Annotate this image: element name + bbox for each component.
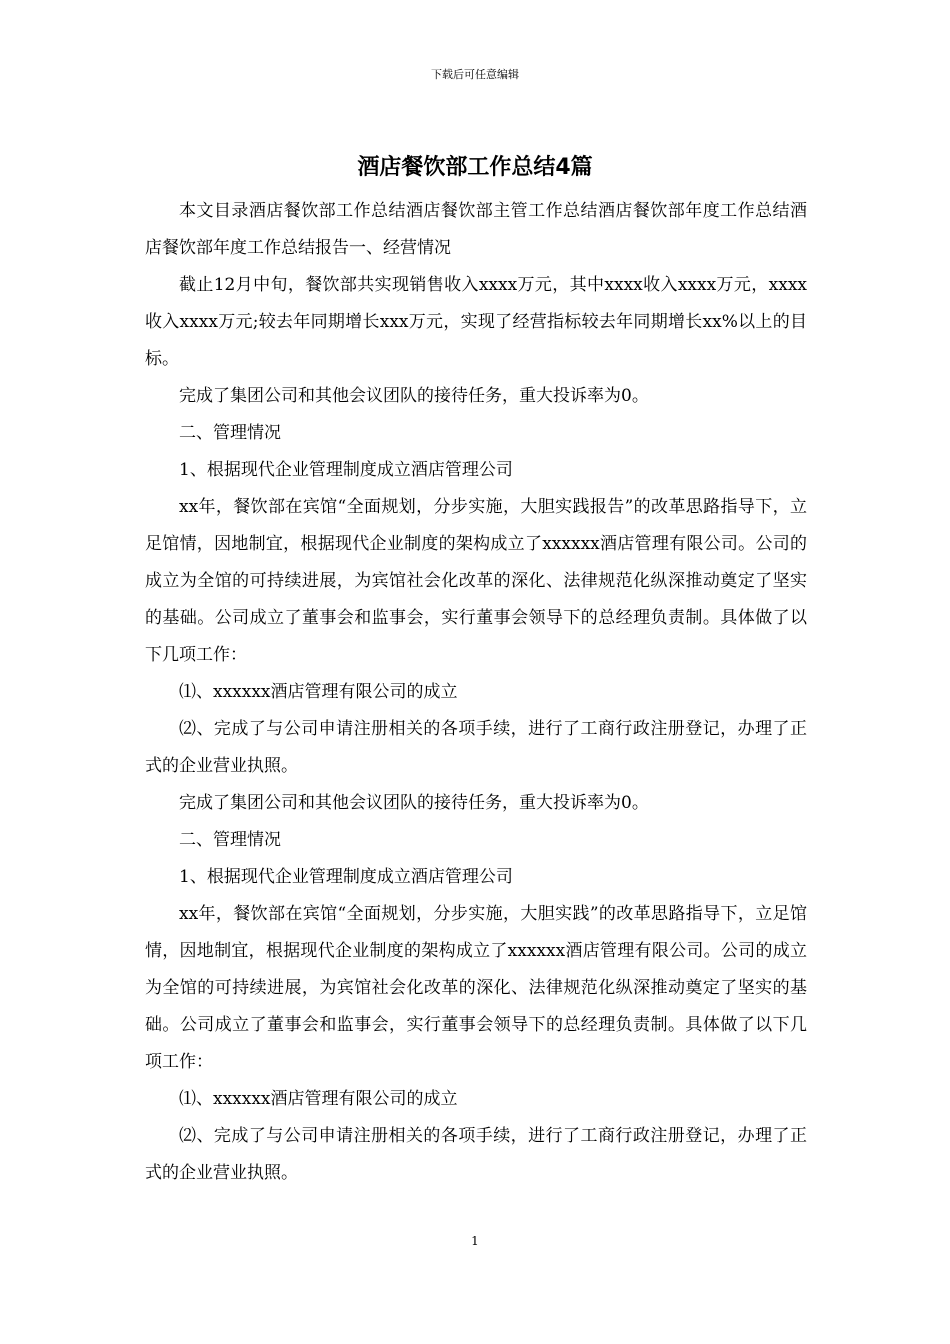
list-item: ⑵、完成了与公司申请注册相关的各项手续，进行了工商行政注册登记，办理了正式的企业营业执照。	[145, 719, 807, 776]
paragraph-reception: 完成了集团公司和其他会议团队的接待任务，重大投诉率为0。	[179, 793, 649, 813]
subheading-company: 1、根据现代企业管理制度成立酒店管理公司	[179, 460, 513, 480]
section-heading-management: 二、管理情况	[179, 423, 281, 443]
list-item: ⑴、xxxxxx酒店管理有限公司的成立	[179, 1089, 458, 1109]
header-note: 下载后可任意编辑	[431, 68, 519, 81]
page-number: 1	[471, 1234, 479, 1248]
list-item: ⑵、完成了与公司申请注册相关的各项手续，进行了工商行政注册登记，办理了正式的企业营业执照。	[145, 1126, 807, 1183]
list-item: ⑴、xxxxxx酒店管理有限公司的成立	[179, 682, 458, 702]
section-heading-management: 二、管理情况	[179, 830, 281, 850]
paragraph-reform: xx年，餐饮部在宾馆“全面规划，分步实施，大胆实践报告”的改革思路指导下，立足馆情，因地制宜，根据现代企业制度的架构成立了xxxxxx酒店管理有限公司。公司的成立为全馆的可持续进展，为宾馆社会化改革的深化、法律规范化纵深推动奠定了坚实的基础。公司成立了董事会和监事会，实行董事会领导下的总经理负责制。具体做了以下几项工作：	[145, 497, 807, 665]
paragraph-reception: 完成了集团公司和其他会议团队的接待任务，重大投诉率为0。	[179, 386, 649, 406]
paragraph-reform: xx年，餐饮部在宾馆“全面规划，分步实施，大胆实践”的改革思路指导下，立足馆情，因地制宜，根据现代企业制度的架构成立了xxxxxx酒店管理有限公司。公司的成立为全馆的可持续进展，为宾馆社会化改革的深化、法律规范化纵深推动奠定了坚实的基础。公司成立了董事会和监事会，实行董事会领导下的总经理负责制。具体做了以下几项工作：	[145, 904, 807, 1072]
document-title: 酒店餐饮部工作总结4篇	[357, 155, 593, 180]
document-body	[145, 193, 807, 1192]
subheading-company: 1、根据现代企业管理制度成立酒店管理公司	[179, 867, 513, 887]
paragraph-intro: 本文目录酒店餐饮部工作总结酒店餐饮部主管工作总结酒店餐饮部年度工作总结酒店餐饮部年度工作总结报告一、经营情况	[145, 201, 807, 258]
paragraph-sales: 截止12月中旬，餐饮部共实现销售收入xxxx万元，其中xxxx收入xxxx万元，xxxx收入xxxx万元;较去年同期增长xxx万元，实现了经营指标较去年同期增长xx%以上的目标。	[145, 275, 807, 369]
